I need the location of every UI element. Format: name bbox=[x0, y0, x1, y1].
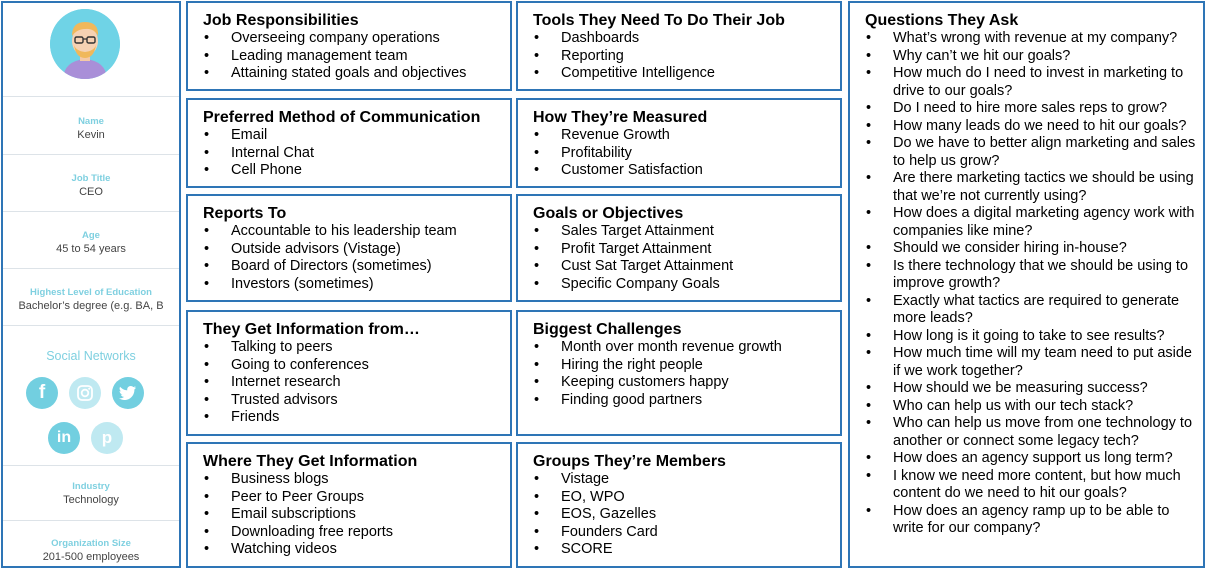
list-item: • Attaining stated goals and objectives bbox=[203, 65, 510, 83]
list-item: • Finding good partners bbox=[533, 392, 840, 410]
pinterest-icon[interactable]: p bbox=[91, 422, 123, 454]
organization-size-label: Organization Size bbox=[51, 538, 131, 549]
list-item: • Peer to Peer Groups bbox=[203, 489, 510, 507]
person-avatar-icon bbox=[50, 9, 120, 79]
organization-size-field bbox=[3, 537, 179, 565]
list-item: • How does an agency support us long term? bbox=[865, 450, 1203, 468]
list-item: • Competitive Intelligence bbox=[533, 65, 840, 83]
list-item: • Overseeing company operations bbox=[203, 30, 510, 48]
list-item: • Customer Satisfaction bbox=[533, 162, 840, 180]
list-item: • Reporting bbox=[533, 48, 840, 66]
communication-box bbox=[186, 98, 512, 188]
avatar bbox=[50, 9, 120, 79]
list-item: • SCORE bbox=[533, 541, 840, 559]
list-item: • Are there marketing tactics we should be using that we’re not currently using? bbox=[865, 170, 1203, 205]
goals-box bbox=[516, 194, 842, 302]
list-item: • Internal Chat bbox=[203, 145, 510, 163]
list-item: • Should we consider hiring in-house? bbox=[865, 240, 1203, 258]
bullet-list bbox=[533, 471, 840, 559]
linkedin-icon[interactable]: in bbox=[48, 422, 80, 454]
list-item: • Watching videos bbox=[203, 541, 510, 559]
list-item: • Trusted advisors bbox=[203, 392, 510, 410]
list-item: • Who can help us with our tech stack? bbox=[865, 398, 1203, 416]
instagram-icon[interactable] bbox=[69, 377, 101, 409]
industry-label: Industry bbox=[72, 481, 110, 492]
groups-box bbox=[516, 442, 842, 568]
bullet-list bbox=[203, 339, 510, 427]
list-item: • Dashboards bbox=[533, 30, 840, 48]
bullet-list bbox=[203, 30, 510, 83]
list-item: • Talking to peers bbox=[203, 339, 510, 357]
organization-size-value: 201-500 employees bbox=[42, 551, 140, 563]
list-item: • Leading management team bbox=[203, 48, 510, 66]
list-item: • EOS, Gazelles bbox=[533, 506, 840, 524]
list-item: • Board of Directors (sometimes) bbox=[203, 258, 510, 276]
section-title: Biggest Challenges bbox=[533, 321, 682, 338]
bullet-list bbox=[533, 30, 840, 83]
list-item: • Email subscriptions bbox=[203, 506, 510, 524]
list-item: • Business blogs bbox=[203, 471, 510, 489]
tools-box bbox=[516, 1, 842, 91]
list-item: • Profitability bbox=[533, 145, 840, 163]
list-item: • How does an agency ramp up to be able to write for our company? bbox=[865, 503, 1203, 538]
job-title-field bbox=[3, 172, 179, 200]
education-label: Highest Level of Education bbox=[30, 287, 152, 298]
facebook-icon[interactable]: f bbox=[26, 377, 58, 409]
name-value: Kevin bbox=[77, 129, 105, 141]
age-field bbox=[3, 229, 179, 257]
list-item: • Downloading free reports bbox=[203, 524, 510, 542]
industry-value: Technology bbox=[63, 494, 119, 506]
job-title-value: CEO bbox=[79, 186, 103, 198]
list-item: • I know we need more content, but how much content do we need to hit our goals? bbox=[865, 468, 1203, 503]
divider bbox=[3, 154, 179, 155]
section-title: Tools They Need To Do Their Job bbox=[533, 12, 785, 29]
bullet-list bbox=[533, 339, 840, 409]
list-item: • Founders Card bbox=[533, 524, 840, 542]
twitter-icon[interactable] bbox=[112, 377, 144, 409]
list-item: • Month over month revenue growth bbox=[533, 339, 840, 357]
job-responsibilities-box bbox=[186, 1, 512, 91]
measured-box bbox=[516, 98, 842, 188]
list-item: • How should we be measuring success? bbox=[865, 380, 1203, 398]
age-label: Age bbox=[82, 230, 100, 241]
education-field bbox=[3, 286, 179, 314]
bullet-list bbox=[203, 471, 510, 559]
list-item: • How many leads do we need to hit our goals? bbox=[865, 118, 1203, 136]
persona-profile-card bbox=[1, 1, 181, 568]
job-title-label: Job Title bbox=[71, 173, 111, 184]
list-item: • Cell Phone bbox=[203, 162, 510, 180]
list-item: • How much do I need to invest in marketing to drive to our goals? bbox=[865, 65, 1203, 100]
list-item: • Vistage bbox=[533, 471, 840, 489]
list-item: • Do we have to better align marketing and sales to help us grow? bbox=[865, 135, 1203, 170]
section-title: Questions They Ask bbox=[865, 12, 1019, 29]
list-item: • Email bbox=[203, 127, 510, 145]
divider bbox=[3, 268, 179, 269]
education-value: Bachelor’s degree (e.g. BA, B bbox=[18, 300, 164, 312]
industry-field bbox=[3, 480, 179, 508]
questions-box bbox=[848, 1, 1205, 568]
social-networks-title: Social Networks bbox=[46, 349, 136, 363]
section-title: Groups They’re Members bbox=[533, 453, 726, 470]
challenges-box bbox=[516, 310, 842, 436]
list-item: • What’s wrong with revenue at my company? bbox=[865, 30, 1203, 48]
reports-to-box bbox=[186, 194, 512, 302]
list-item: • Specific Company Goals bbox=[533, 276, 840, 294]
name-label: Name bbox=[78, 116, 104, 127]
section-title: Job Responsibilities bbox=[203, 12, 359, 29]
list-item: • How does a digital marketing agency work with companies like mine? bbox=[865, 205, 1203, 240]
list-item: • Do I need to hire more sales reps to grow? bbox=[865, 100, 1203, 118]
bullet-list bbox=[203, 127, 510, 180]
where-info-box bbox=[186, 442, 512, 568]
list-item: • Why can’t we hit our goals? bbox=[865, 48, 1203, 66]
list-item: • Sales Target Attainment bbox=[533, 223, 840, 241]
age-value: 45 to 54 years bbox=[56, 243, 126, 255]
divider bbox=[3, 96, 179, 97]
divider bbox=[3, 520, 179, 521]
list-item: • Friends bbox=[203, 409, 510, 427]
info-from-box bbox=[186, 310, 512, 436]
list-item: • Is there technology that we should be using to improve growth? bbox=[865, 258, 1203, 293]
list-item: • Accountable to his leadership team bbox=[203, 223, 510, 241]
list-item: • Going to conferences bbox=[203, 357, 510, 375]
list-item: • Revenue Growth bbox=[533, 127, 840, 145]
bullet-list bbox=[533, 127, 840, 180]
list-item: • How much time will my team need to put aside if we work together? bbox=[865, 345, 1203, 380]
section-title: How They’re Measured bbox=[533, 109, 708, 126]
list-item: • Investors (sometimes) bbox=[203, 276, 510, 294]
section-title: Goals or Objectives bbox=[533, 205, 684, 222]
section-title: Preferred Method of Communication bbox=[203, 109, 481, 126]
list-item: • Profit Target Attainment bbox=[533, 241, 840, 259]
list-item: • Internet research bbox=[203, 374, 510, 392]
list-item: • Exactly what tactics are required to generate more leads? bbox=[865, 293, 1203, 328]
list-item: • Keeping customers happy bbox=[533, 374, 840, 392]
list-item: • Hiring the right people bbox=[533, 357, 840, 375]
divider bbox=[3, 325, 179, 326]
section-title: Where They Get Information bbox=[203, 453, 418, 470]
list-item: • Who can help us move from one technology to another or connect some legacy tech? bbox=[865, 415, 1203, 450]
name-field bbox=[3, 115, 179, 143]
divider bbox=[3, 211, 179, 212]
list-item: • Outside advisors (Vistage) bbox=[203, 241, 510, 259]
section-title: Reports To bbox=[203, 205, 287, 222]
bullet-list bbox=[203, 223, 510, 293]
bullet-list bbox=[865, 30, 1203, 538]
list-item: • EO, WPO bbox=[533, 489, 840, 507]
list-item: • How long is it going to take to see results? bbox=[865, 328, 1203, 346]
bullet-list bbox=[533, 223, 840, 293]
divider bbox=[3, 465, 179, 466]
list-item: • Cust Sat Target Attainment bbox=[533, 258, 840, 276]
section-title: They Get Information from… bbox=[203, 321, 420, 338]
